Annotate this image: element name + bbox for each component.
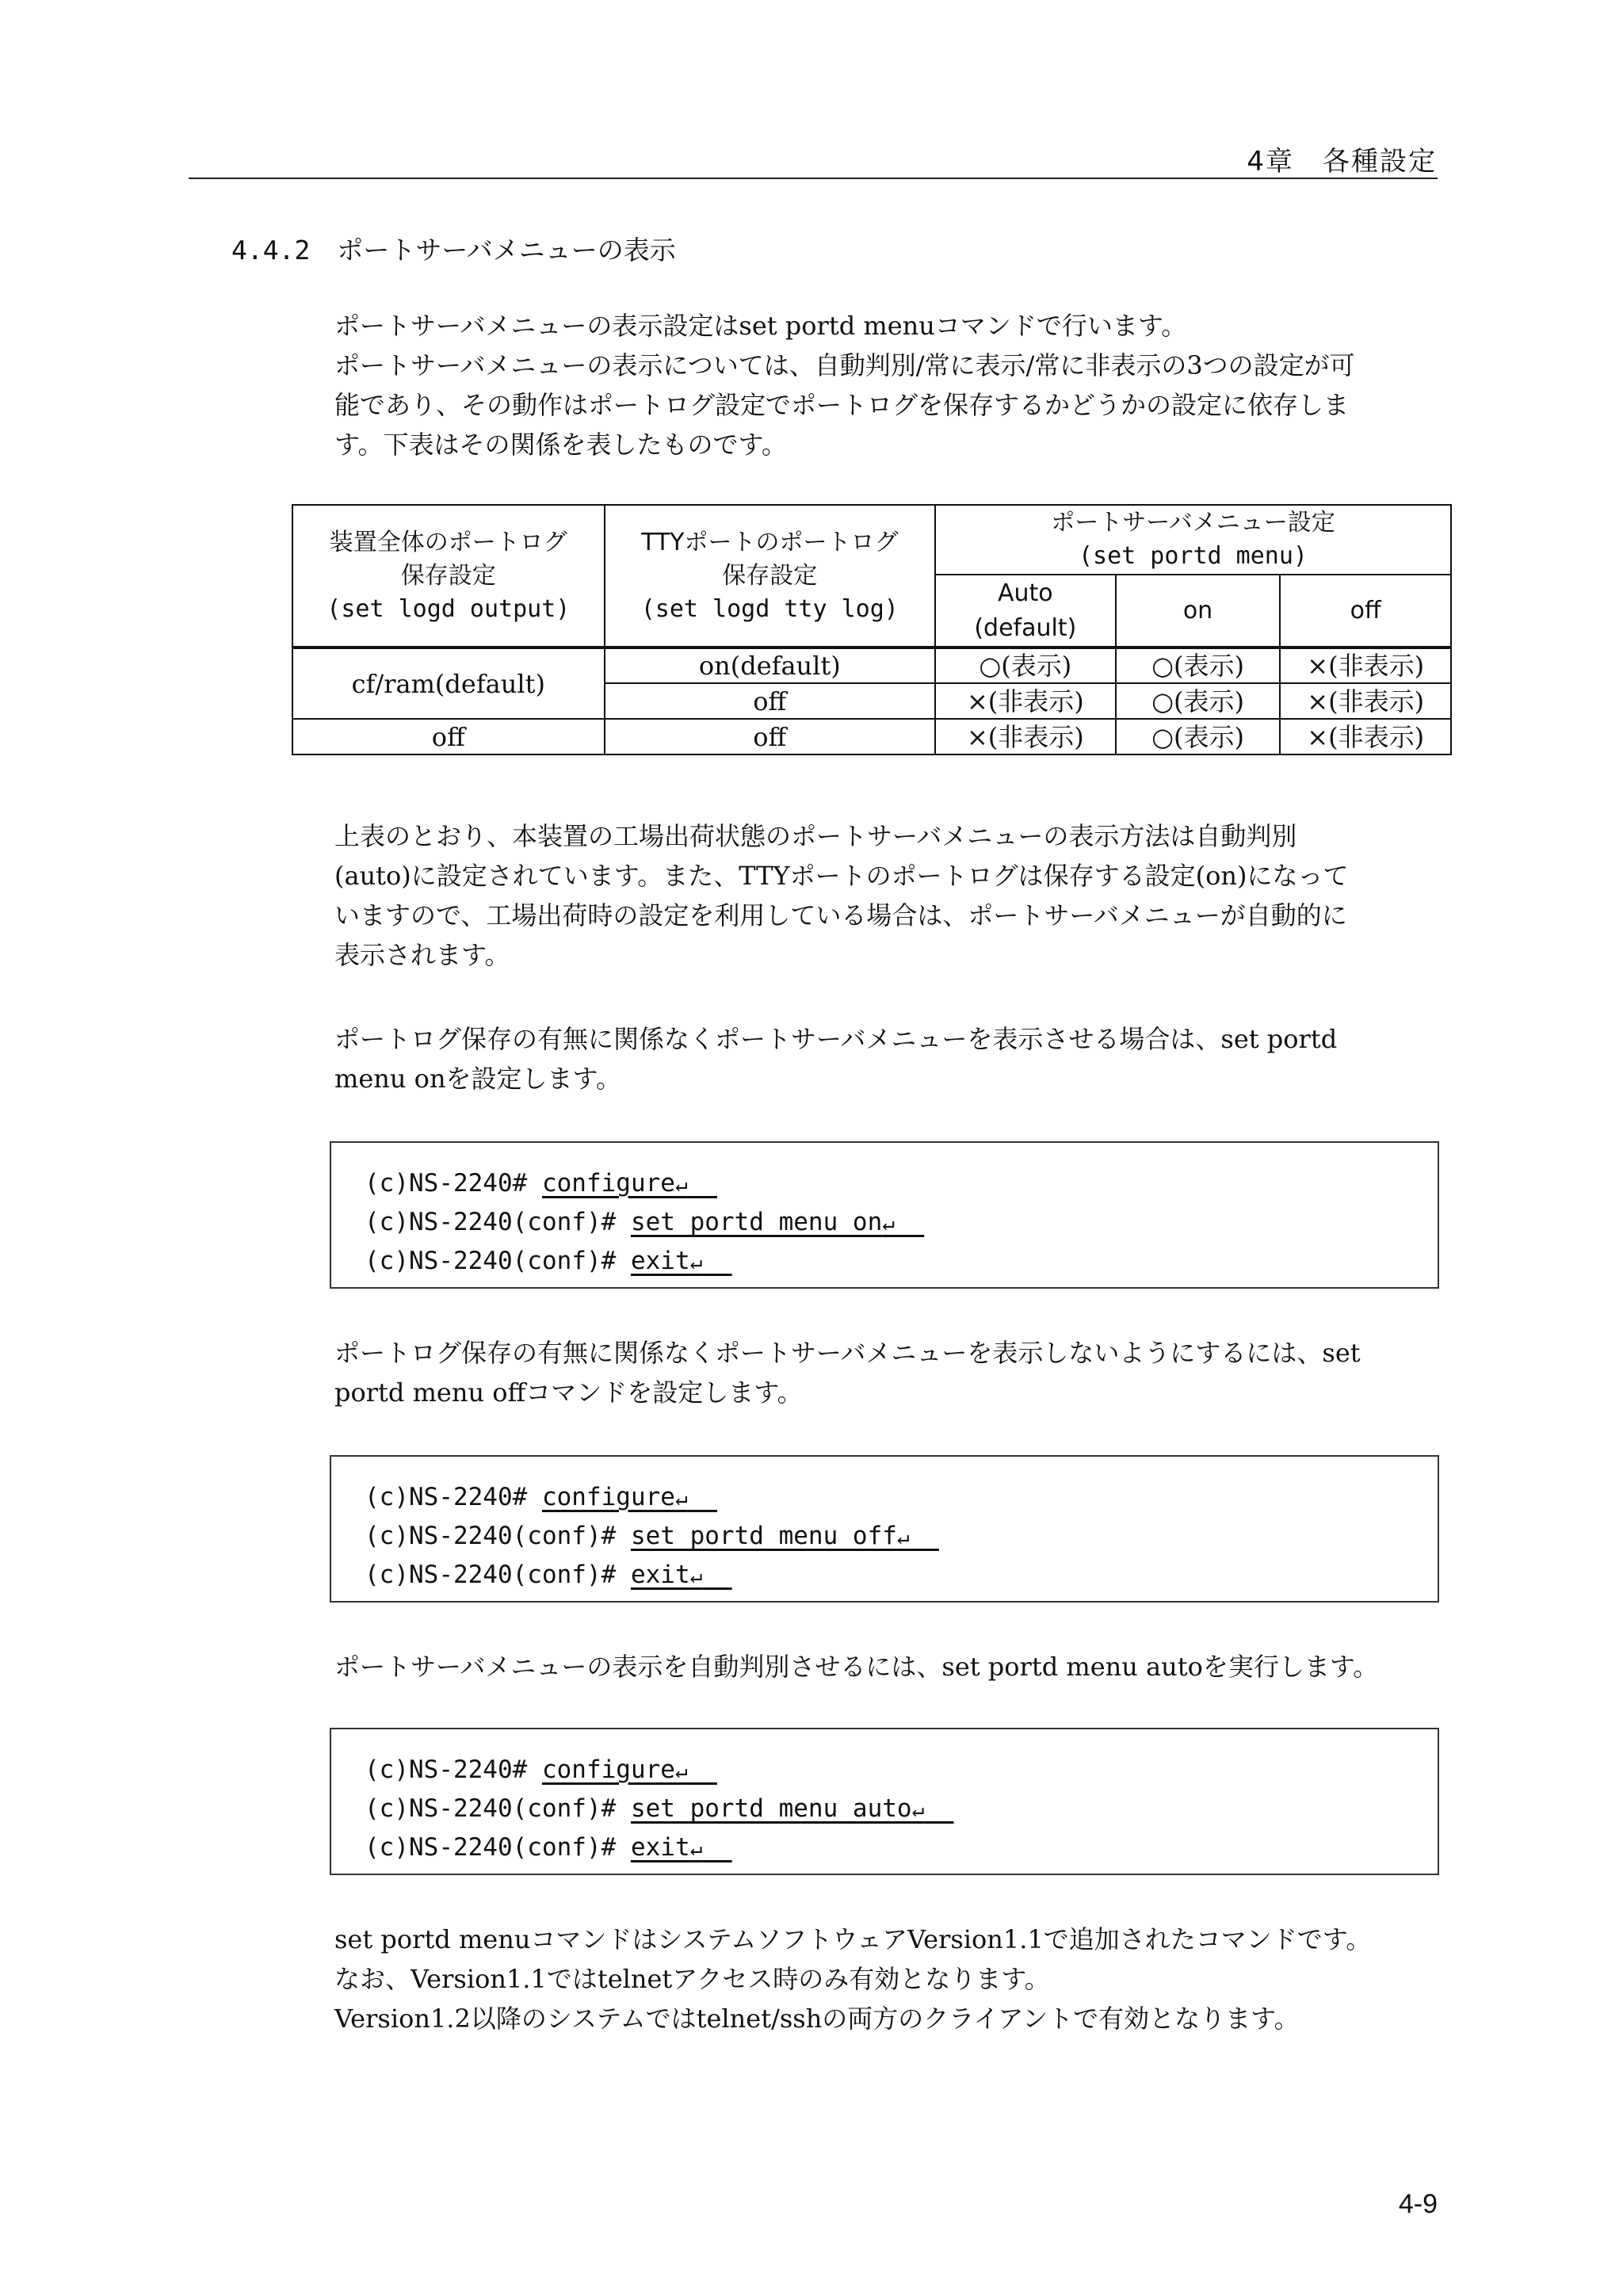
code-line: (c)NS-2240# configure↵: [365, 1755, 688, 1784]
menu-off-paragraph: ポートログ保存の有無に関係なくポートサーバメニューを表示しないようにするには、set portd menu offコマンドを設定します。: [334, 1338, 1361, 1408]
intro-line: ポートサーバメニューの表示については、自動判別/常に表示/常に非表示の3つの設定が可: [334, 350, 1355, 380]
cell-logd-tty: on(default): [605, 648, 935, 683]
cell-logd-tty: off: [605, 683, 935, 719]
section-title: [231, 230, 676, 267]
sub-header-off: off: [1280, 575, 1451, 648]
return-icon: ↵: [674, 1759, 688, 1783]
intro-line: 能であり、その動作はポートログ設定でポートログを保存するかどうかの設定に依存しま: [334, 390, 1350, 420]
section-number: 4.4.2: [231, 235, 311, 266]
col-header-logd-output: 装置全体のポートログ 保存設定 (set logd output): [292, 505, 605, 648]
code-block-menu-on: [330, 1141, 1439, 1289]
code-line: (c)NS-2240(conf)# set portd menu off↵: [365, 1522, 910, 1550]
return-icon: ↵: [911, 1798, 925, 1822]
code-line: (c)NS-2240# configure↵: [365, 1169, 688, 1198]
cell-off: ×(非表示): [1280, 719, 1451, 755]
code-line: (c)NS-2240# configure↵: [365, 1483, 688, 1511]
version-notes: set portd menuコマンドはシステムソフトウェアVersion1.1で追加されたコマンドです。 なお、Version1.1ではtelnetアクセス時のみ有効となります。 Version1.2以降のシステムではtelnet/sshの両方のクライアントで有効となります。: [334, 1924, 1372, 2034]
return-icon: ↵: [689, 1837, 703, 1861]
menu-on-paragraph: ポートログ保存の有無に関係なくポートサーバメニューを表示させる場合は、set portd menu onを設定します。: [334, 1024, 1338, 1094]
intro-paragraph: [334, 306, 1444, 464]
return-icon: ↵: [689, 1251, 703, 1274]
code-block-menu-off: [330, 1455, 1439, 1603]
table-row: [292, 648, 1451, 683]
code-line: (c)NS-2240(conf)# set portd menu auto↵: [365, 1794, 925, 1823]
cell-logd-output: cf/ram(default): [292, 648, 605, 719]
cell-on: ○(表示): [1116, 648, 1281, 683]
return-icon: ↵: [674, 1487, 688, 1511]
cell-off: ×(非表示): [1280, 683, 1451, 719]
cell-auto: ×(非表示): [935, 719, 1116, 755]
cell-logd-tty: off: [605, 719, 935, 755]
intro-line: す。下表はその関係を表したものです。: [334, 430, 787, 460]
return-icon: ↵: [674, 1173, 688, 1197]
sub-header-auto: Auto (default): [935, 575, 1116, 648]
cell-off: ×(非表示): [1280, 648, 1451, 683]
sub-header-on: on: [1116, 575, 1281, 648]
cell-logd-output: off: [292, 719, 605, 755]
factory-default-paragraph: 上表のとおり、本装置の工場出荷状態のポートサーバメニューの表示方法は自動判別 (auto)に設定されています。また、TTYポートのポートログは保存する設定(on)になって いますので、工場出荷時の設定を利用している場合は、ポートサーバメニューが自動的に 表示されます。: [334, 821, 1349, 970]
cell-auto: ○(表示): [935, 648, 1116, 683]
code-line: (c)NS-2240(conf)# set portd menu on↵: [365, 1208, 895, 1236]
chapter-header: 4章 各種設定: [1247, 146, 1437, 178]
code-line: (c)NS-2240(conf)# exit↵: [365, 1833, 703, 1862]
return-icon: ↵: [882, 1212, 895, 1236]
intro-line: ポートサーバメニューの表示設定はset portd menuコマンドで行います。: [334, 311, 1187, 341]
code-block-menu-auto: [330, 1728, 1439, 1875]
col-header-portd-menu: ポートサーバメニュー設定 (set portd menu): [935, 505, 1451, 575]
cell-on: ○(表示): [1116, 719, 1281, 755]
code-line: (c)NS-2240(conf)# exit↵: [365, 1561, 703, 1589]
header-rule: [189, 178, 1438, 179]
portd-menu-table: [292, 504, 1452, 755]
page-number: 4-9: [1398, 2189, 1438, 2219]
col-header-logd-tty: TTYポートのポートログ 保存設定 (set logd tty log): [605, 505, 935, 648]
menu-auto-paragraph: ポートサーバメニューの表示を自動判別させるには、set portd menu autoを実行します。: [334, 1652, 1379, 1682]
return-icon: ↵: [896, 1526, 910, 1549]
section-heading: ポートサーバメニューの表示: [337, 235, 676, 266]
return-icon: ↵: [689, 1564, 703, 1588]
cell-auto: ×(非表示): [935, 683, 1116, 719]
code-line: (c)NS-2240(conf)# exit↵: [365, 1247, 703, 1275]
cell-on: ○(表示): [1116, 683, 1281, 719]
table-row: [292, 719, 1451, 755]
